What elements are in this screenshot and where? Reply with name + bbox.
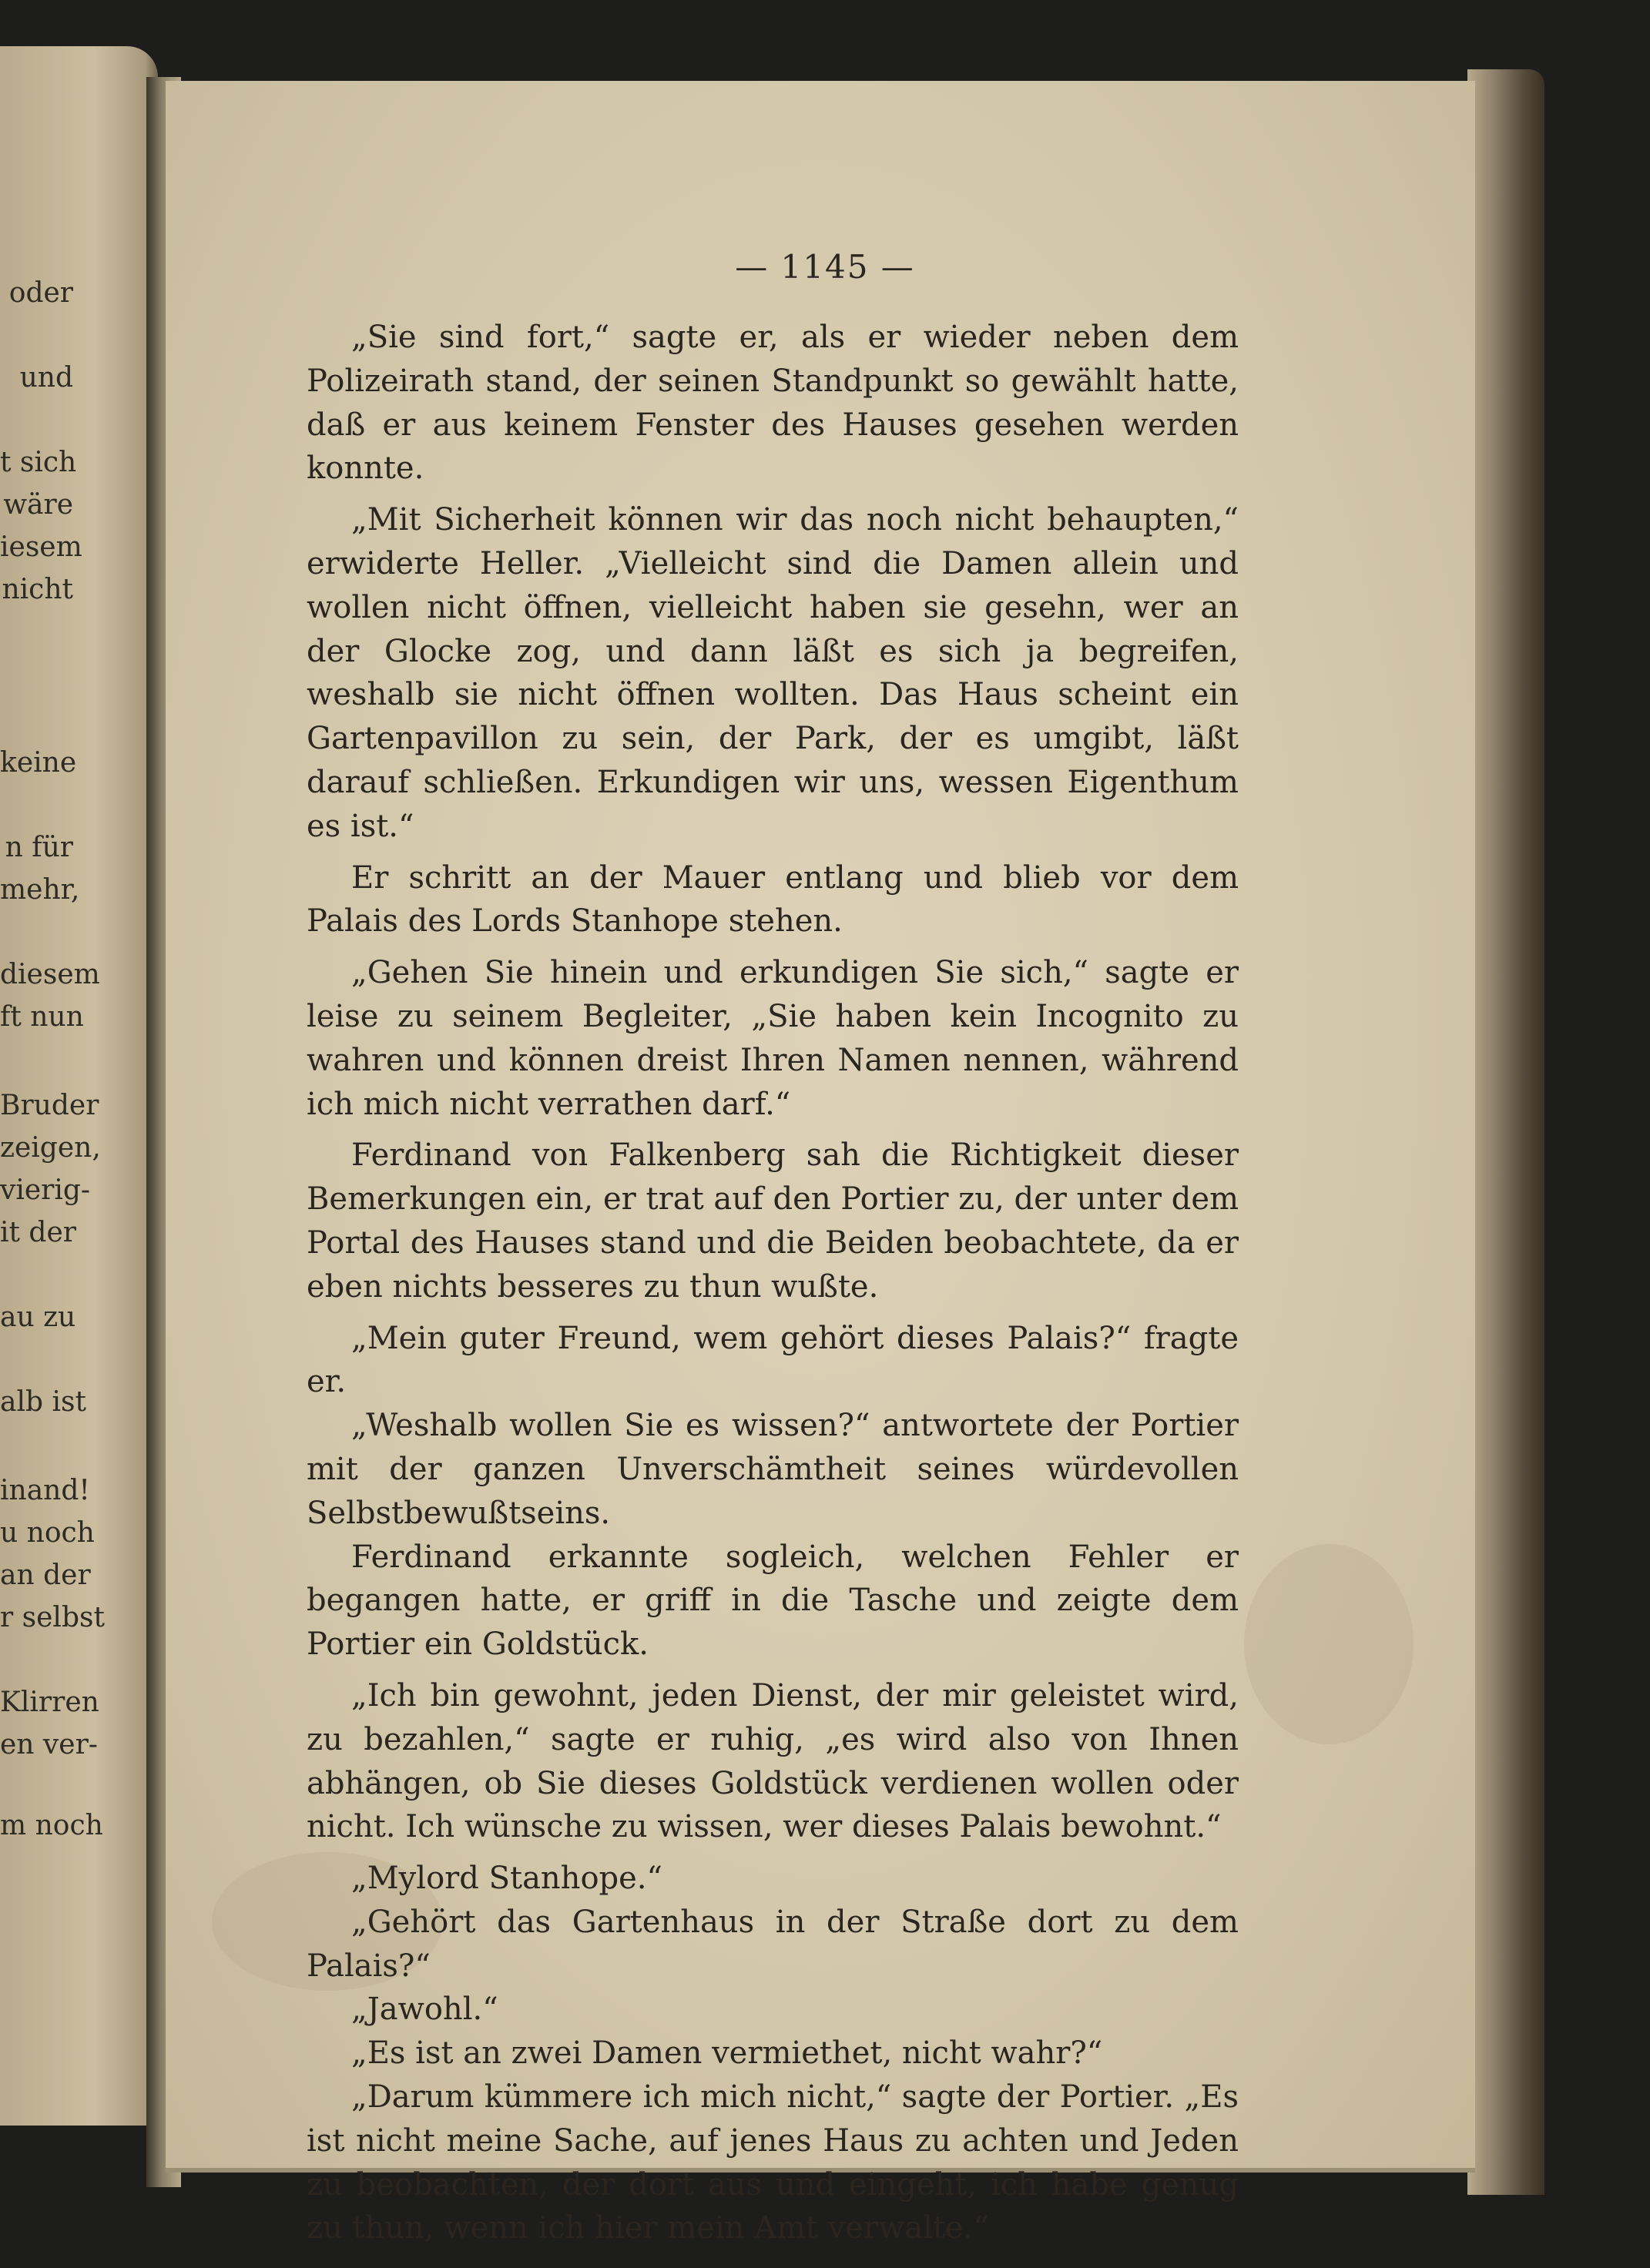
page-block-edge	[1467, 69, 1544, 2195]
paragraph: „Darum kümmere ich mich nicht,“ sagte der Portier. „Es ist nicht meine Sache, auf jenes Haus zu achten und Jeden zu beobachten, der dort aus und eingeht, ich habe genug zu thun, wenn ich hier mein Amt verwalte.“	[307, 2079, 1239, 2246]
paragraph: Ferdinand von Falkenberg sah die Richtigkeit dieser Bemerkungen ein, er trat auf den Portier zu, der unter dem Portal des Hauses stand und die Beiden beobachtete, da er eben nichts besseres zu thun wußte.	[307, 1137, 1239, 1305]
page-number: — 1145 —	[735, 248, 915, 286]
margin-fragment: nicht	[2, 574, 73, 605]
paragraph: „Es ist an zwei Damen vermiethet, nicht wahr?“	[351, 2035, 1103, 2072]
margin-fragment: vierig-	[0, 1174, 91, 1206]
margin-fragment: diesem	[0, 959, 100, 990]
margin-fragment: en ver-	[0, 1729, 98, 1760]
paragraph: „Gehen Sie hinein und erkundigen Sie sich,“ sagte er leise zu seinem Begleiter, „Sie haben kein Incognito zu wahren und können dreist Ihren Namen nennen, während ich mich nicht verrathen darf.“	[307, 955, 1239, 1122]
margin-fragment: it der	[0, 1217, 76, 1248]
margin-fragment: an der	[0, 1559, 91, 1591]
paragraph: „Gehört das Gartenhaus in der Straße dort zu dem Palais?“	[307, 1904, 1239, 1984]
margin-fragment: Klirren	[0, 1687, 99, 1718]
margin-fragment: u noch	[0, 1517, 95, 1549]
margin-fragment: wäre	[3, 489, 73, 521]
paragraph: „Jawohl.“	[351, 1992, 498, 2028]
paper-stain	[1244, 1544, 1414, 1744]
margin-fragment: iesem	[0, 531, 82, 563]
paragraph: „Mylord Stanhope.“	[351, 1861, 662, 1897]
margin-fragment: t sich	[0, 447, 77, 478]
paragraph: „Mein guter Freund, wem gehört dieses Palais?“ fragte er.	[307, 1320, 1239, 1400]
margin-fragment: au zu	[0, 1302, 76, 1333]
paragraph: „Sie sind fort,“ sagte er, als er wieder neben dem Polizeirath stand, der seinen Standpunkt so gewählt hatte, daß er aus keinem Fenster des Hauses gesehen werden konnte.	[307, 320, 1239, 487]
margin-fragment: mehr,	[0, 874, 80, 906]
margin-fragment: r selbst	[0, 1602, 105, 1633]
previous-page-fragment	[0, 46, 158, 2126]
margin-fragment: Bruder	[0, 1090, 99, 1121]
paragraph: Ferdinand erkannte sogleich, welchen Fehler er begangen hatte, er griff in die Tasche und zeigte dem Portier ein Goldstück.	[307, 1539, 1239, 1663]
margin-fragment: m noch	[0, 1810, 103, 1841]
margin-fragment: inand!	[0, 1475, 90, 1506]
paragraph: „Mit Sicherheit können wir das noch nicht behaupten,“ erwiderte Heller. „Vielleicht sind die Damen allein und wollen nicht öffnen, vielleicht haben sie gesehn, wer an der Glocke zog, und dann läßt es sich ja begreifen, weshalb sie nicht öffnen wollten. Das Haus scheint ein Gartenpavillon zu sein, der Park, der es umgibt, läßt darauf schließen. Erkundigen wir uns, wessen Eigenthum es ist.“	[307, 502, 1239, 844]
margin-fragment: oder	[8, 277, 73, 309]
margin-fragment: zeigen,	[0, 1132, 101, 1164]
body-text	[307, 316, 1239, 2250]
margin-fragment: alb ist	[0, 1386, 86, 1418]
paragraph: „Weshalb wollen Sie es wissen?“ antwortete der Portier mit der ganzen Unverschämtheit seines würdevollen Selbstbewußtseins.	[307, 1408, 1239, 1531]
paragraph: Er schritt an der Mauer entlang und blieb vor dem Palais des Lords Stanhope stehen.	[307, 859, 1239, 940]
paragraph: „Ich bin gewohnt, jeden Dienst, der mir geleistet wird, zu bezahlen,“ sagte er ruhig, „es wird also von Ihnen abhängen, ob Sie dieses Goldstück verdienen wollen oder nicht. Ich wünsche zu wissen, wer dieses Palais bewohnt.“	[307, 1677, 1239, 1845]
margin-fragment: n für	[5, 832, 73, 863]
margin-fragment: und	[19, 362, 73, 394]
margin-fragment: keine	[0, 747, 77, 779]
margin-fragment: ft nun	[0, 1001, 84, 1033]
